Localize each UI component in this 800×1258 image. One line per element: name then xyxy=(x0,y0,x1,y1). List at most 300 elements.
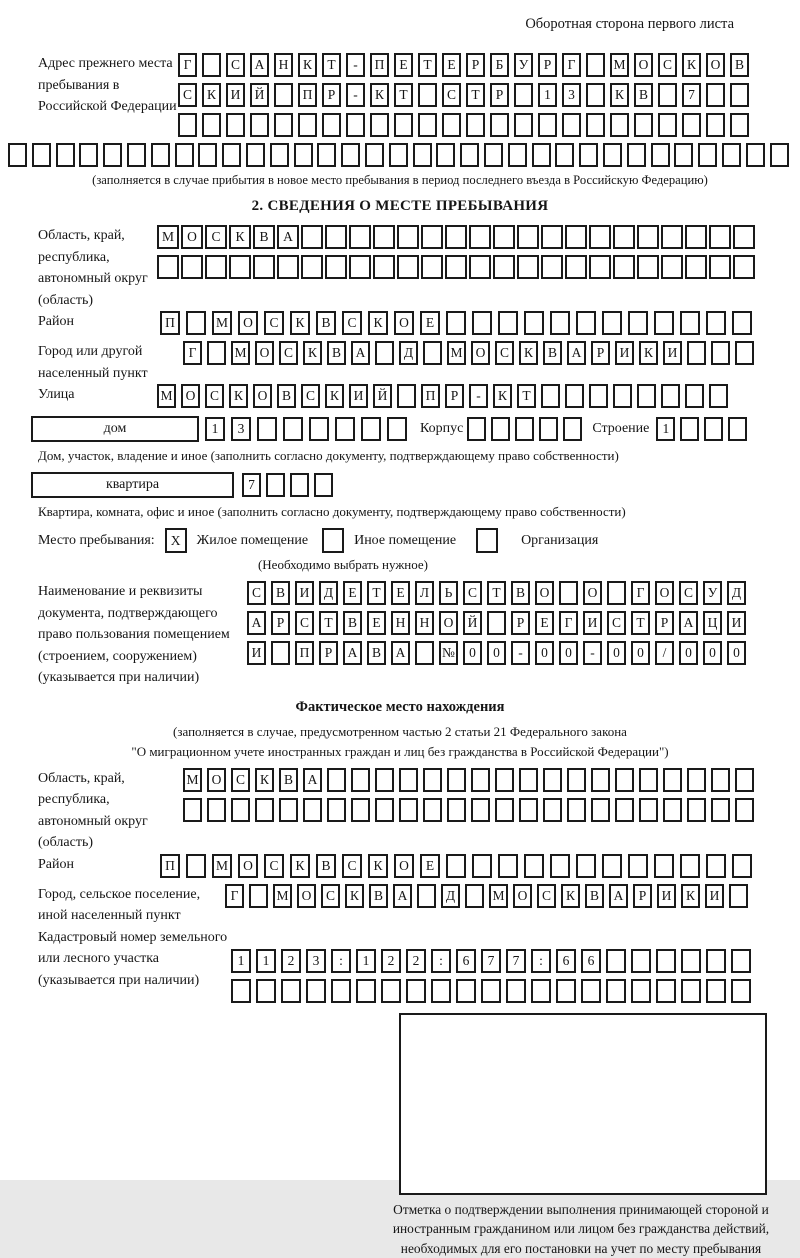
char-box[interactable] xyxy=(183,798,202,822)
char-box[interactable]: С xyxy=(279,341,298,365)
char-box[interactable]: Й xyxy=(250,83,269,107)
char-box[interactable]: 0 xyxy=(631,641,650,665)
char-box[interactable] xyxy=(541,225,563,249)
char-box[interactable] xyxy=(606,949,626,973)
char-box[interactable] xyxy=(317,143,336,167)
char-box[interactable] xyxy=(322,113,341,137)
char-box[interactable]: С xyxy=(342,311,362,335)
char-box[interactable] xyxy=(746,143,765,167)
char-box[interactable] xyxy=(674,143,693,167)
char-box[interactable] xyxy=(394,113,413,137)
char-box[interactable]: Б xyxy=(490,53,509,77)
char-box[interactable]: К xyxy=(255,768,274,792)
char-box[interactable] xyxy=(103,143,122,167)
char-box[interactable]: В xyxy=(543,341,562,365)
char-box[interactable]: Е xyxy=(420,311,440,335)
char-box[interactable]: А xyxy=(250,53,269,77)
char-box[interactable] xyxy=(175,143,194,167)
char-box[interactable] xyxy=(406,979,426,1003)
char-box[interactable]: 0 xyxy=(679,641,698,665)
char-box[interactable] xyxy=(460,143,479,167)
char-box[interactable] xyxy=(498,311,518,335)
char-box[interactable]: О xyxy=(207,768,226,792)
char-box[interactable] xyxy=(381,979,401,1003)
char-box[interactable] xyxy=(615,768,634,792)
char-box[interactable]: М xyxy=(273,884,292,908)
char-box[interactable]: А xyxy=(277,225,299,249)
char-box[interactable]: - xyxy=(469,384,488,408)
char-box[interactable]: Р xyxy=(591,341,610,365)
char-box[interactable]: В xyxy=(327,341,346,365)
char-box[interactable] xyxy=(550,854,570,878)
char-box[interactable] xyxy=(447,798,466,822)
char-box[interactable] xyxy=(231,798,250,822)
char-box[interactable]: 3 xyxy=(231,417,251,441)
char-box[interactable]: Р xyxy=(655,611,674,635)
char-box[interactable]: / xyxy=(655,641,674,665)
char-box[interactable] xyxy=(421,225,443,249)
char-box[interactable]: : xyxy=(431,949,451,973)
char-box[interactable] xyxy=(270,143,289,167)
char-box[interactable]: 3 xyxy=(306,949,326,973)
char-box[interactable] xyxy=(603,143,622,167)
char-box[interactable]: Т xyxy=(487,581,506,605)
char-box[interactable]: : xyxy=(531,949,551,973)
char-box[interactable]: И xyxy=(705,884,724,908)
char-box[interactable] xyxy=(281,979,301,1003)
char-box[interactable] xyxy=(471,798,490,822)
char-box[interactable] xyxy=(567,798,586,822)
char-box[interactable]: С xyxy=(178,83,197,107)
char-box[interactable] xyxy=(351,798,370,822)
char-box[interactable] xyxy=(375,768,394,792)
char-box[interactable] xyxy=(610,113,629,137)
char-box[interactable] xyxy=(442,113,461,137)
char-box[interactable] xyxy=(680,417,699,441)
char-box[interactable] xyxy=(733,225,755,249)
char-box[interactable] xyxy=(301,225,323,249)
char-box[interactable] xyxy=(591,768,610,792)
char-box[interactable] xyxy=(290,473,309,497)
char-box[interactable]: В xyxy=(511,581,530,605)
char-box[interactable]: О xyxy=(238,854,258,878)
char-box[interactable]: О xyxy=(394,854,414,878)
char-box[interactable] xyxy=(685,255,707,279)
char-box[interactable]: М xyxy=(212,854,232,878)
char-box[interactable]: С xyxy=(264,311,284,335)
char-box[interactable] xyxy=(706,113,725,137)
char-box[interactable] xyxy=(495,768,514,792)
char-box[interactable]: А xyxy=(679,611,698,635)
char-box[interactable] xyxy=(687,768,706,792)
char-box[interactable]: Н xyxy=(274,53,293,77)
char-box[interactable] xyxy=(226,113,245,137)
char-box[interactable]: М xyxy=(157,225,179,249)
char-box[interactable] xyxy=(562,113,581,137)
char-box[interactable] xyxy=(735,341,754,365)
char-box[interactable]: И xyxy=(583,611,602,635)
char-box[interactable]: Т xyxy=(517,384,536,408)
char-box[interactable] xyxy=(770,143,789,167)
char-box[interactable]: Т xyxy=(466,83,485,107)
char-box[interactable] xyxy=(472,311,492,335)
char-box[interactable] xyxy=(524,311,544,335)
char-box[interactable]: Е xyxy=(442,53,461,77)
char-box[interactable] xyxy=(613,255,635,279)
char-box[interactable] xyxy=(631,949,651,973)
char-box[interactable] xyxy=(706,83,725,107)
char-box[interactable] xyxy=(589,255,611,279)
char-box[interactable]: С xyxy=(342,854,362,878)
char-box[interactable] xyxy=(656,949,676,973)
char-box[interactable]: С xyxy=(247,581,266,605)
char-box[interactable]: О xyxy=(535,581,554,605)
char-box[interactable]: И xyxy=(247,641,266,665)
char-box[interactable] xyxy=(456,979,476,1003)
char-box[interactable] xyxy=(301,255,323,279)
char-box[interactable] xyxy=(559,581,578,605)
char-box[interactable] xyxy=(370,113,389,137)
char-box[interactable]: Е xyxy=(391,581,410,605)
char-box[interactable] xyxy=(680,311,700,335)
char-box[interactable]: О xyxy=(513,884,532,908)
checkbox-organization[interactable] xyxy=(476,528,498,553)
char-box[interactable] xyxy=(423,768,442,792)
char-box[interactable]: 1 xyxy=(656,417,675,441)
char-box[interactable] xyxy=(730,113,749,137)
char-box[interactable]: А xyxy=(609,884,628,908)
char-box[interactable]: 0 xyxy=(535,641,554,665)
char-box[interactable]: И xyxy=(295,581,314,605)
char-box[interactable] xyxy=(373,225,395,249)
char-box[interactable] xyxy=(576,311,596,335)
char-box[interactable]: В xyxy=(316,311,336,335)
char-box[interactable] xyxy=(303,798,322,822)
char-box[interactable]: Г xyxy=(559,611,578,635)
char-box[interactable] xyxy=(490,113,509,137)
char-box[interactable] xyxy=(637,225,659,249)
char-box[interactable]: 6 xyxy=(456,949,476,973)
char-box[interactable] xyxy=(250,113,269,137)
char-box[interactable] xyxy=(186,311,206,335)
char-box[interactable]: Д xyxy=(441,884,460,908)
char-box[interactable] xyxy=(631,979,651,1003)
char-box[interactable] xyxy=(731,979,751,1003)
char-box[interactable] xyxy=(495,798,514,822)
char-box[interactable] xyxy=(709,384,728,408)
char-box[interactable]: С xyxy=(607,611,626,635)
char-box[interactable]: О xyxy=(655,581,674,605)
char-box[interactable]: Р xyxy=(271,611,290,635)
char-box[interactable] xyxy=(351,768,370,792)
char-box[interactable]: 7 xyxy=(682,83,701,107)
char-box[interactable]: О xyxy=(255,341,274,365)
char-box[interactable] xyxy=(389,143,408,167)
char-box[interactable]: А xyxy=(343,641,362,665)
char-box[interactable] xyxy=(79,143,98,167)
char-box[interactable] xyxy=(373,255,395,279)
char-box[interactable]: С xyxy=(301,384,320,408)
char-box[interactable] xyxy=(294,143,313,167)
char-box[interactable]: 0 xyxy=(487,641,506,665)
char-box[interactable] xyxy=(556,979,576,1003)
char-box[interactable] xyxy=(436,143,455,167)
char-box[interactable]: С xyxy=(679,581,698,605)
char-box[interactable]: К xyxy=(303,341,322,365)
char-box[interactable]: К xyxy=(345,884,364,908)
char-box[interactable]: М xyxy=(231,341,250,365)
char-box[interactable] xyxy=(651,143,670,167)
char-box[interactable]: В xyxy=(343,611,362,635)
char-box[interactable] xyxy=(325,255,347,279)
char-box[interactable] xyxy=(266,473,285,497)
char-box[interactable] xyxy=(331,979,351,1003)
char-box[interactable] xyxy=(335,417,355,441)
char-box[interactable] xyxy=(706,949,726,973)
char-box[interactable]: К xyxy=(368,311,388,335)
char-box[interactable]: 0 xyxy=(727,641,746,665)
char-box[interactable]: С xyxy=(205,225,227,249)
char-box[interactable]: К xyxy=(325,384,344,408)
char-box[interactable] xyxy=(508,143,527,167)
char-box[interactable] xyxy=(637,255,659,279)
char-box[interactable]: С xyxy=(264,854,284,878)
char-box[interactable]: В xyxy=(253,225,275,249)
char-box[interactable] xyxy=(255,798,274,822)
char-box[interactable] xyxy=(306,979,326,1003)
char-box[interactable] xyxy=(706,311,726,335)
char-box[interactable]: О xyxy=(471,341,490,365)
char-box[interactable] xyxy=(472,854,492,878)
char-box[interactable]: 7 xyxy=(481,949,501,973)
char-box[interactable]: К xyxy=(610,83,629,107)
char-box[interactable]: О xyxy=(439,611,458,635)
char-box[interactable]: П xyxy=(421,384,440,408)
char-box[interactable]: Т xyxy=(394,83,413,107)
char-box[interactable]: Р xyxy=(633,884,652,908)
char-box[interactable]: - xyxy=(511,641,530,665)
char-box[interactable]: П xyxy=(160,311,180,335)
char-box[interactable] xyxy=(563,417,582,441)
char-box[interactable] xyxy=(365,143,384,167)
char-box[interactable]: Р xyxy=(322,83,341,107)
char-box[interactable]: В xyxy=(277,384,296,408)
char-box[interactable]: Р xyxy=(511,611,530,635)
char-box[interactable] xyxy=(731,949,751,973)
char-box[interactable]: Т xyxy=(631,611,650,635)
char-box[interactable] xyxy=(356,979,376,1003)
char-box[interactable] xyxy=(706,979,726,1003)
char-box[interactable]: Д xyxy=(319,581,338,605)
char-box[interactable] xyxy=(543,768,562,792)
char-box[interactable] xyxy=(579,143,598,167)
char-box[interactable]: С xyxy=(321,884,340,908)
char-box[interactable]: Е xyxy=(343,581,362,605)
char-box[interactable]: М xyxy=(183,768,202,792)
char-box[interactable]: 7 xyxy=(242,473,261,497)
char-box[interactable] xyxy=(541,255,563,279)
char-box[interactable]: Е xyxy=(535,611,554,635)
char-box[interactable] xyxy=(637,384,656,408)
char-box[interactable] xyxy=(711,768,730,792)
char-box[interactable]: М xyxy=(489,884,508,908)
char-box[interactable] xyxy=(387,417,407,441)
char-box[interactable] xyxy=(634,113,653,137)
char-box[interactable]: К xyxy=(368,854,388,878)
char-box[interactable] xyxy=(606,979,626,1003)
char-box[interactable] xyxy=(706,854,726,878)
char-box[interactable] xyxy=(256,979,276,1003)
char-box[interactable]: К xyxy=(682,53,701,77)
char-box[interactable]: 2 xyxy=(281,949,301,973)
char-box[interactable]: С xyxy=(463,581,482,605)
char-box[interactable] xyxy=(298,113,317,137)
char-box[interactable] xyxy=(722,143,741,167)
char-box[interactable] xyxy=(481,979,501,1003)
char-box[interactable] xyxy=(181,255,203,279)
char-box[interactable] xyxy=(709,225,731,249)
char-box[interactable] xyxy=(423,341,442,365)
char-box[interactable] xyxy=(283,417,303,441)
char-box[interactable] xyxy=(565,255,587,279)
char-box[interactable] xyxy=(654,854,674,878)
char-box[interactable] xyxy=(628,854,648,878)
char-box[interactable]: О xyxy=(253,384,272,408)
char-box[interactable] xyxy=(207,341,226,365)
char-box[interactable] xyxy=(32,143,51,167)
char-box[interactable]: И xyxy=(657,884,676,908)
char-box[interactable] xyxy=(514,113,533,137)
char-box[interactable]: К xyxy=(639,341,658,365)
char-box[interactable] xyxy=(279,798,298,822)
char-box[interactable]: П xyxy=(295,641,314,665)
char-box[interactable]: 1 xyxy=(256,949,276,973)
char-box[interactable]: У xyxy=(703,581,722,605)
char-box[interactable]: Г xyxy=(562,53,581,77)
char-box[interactable]: М xyxy=(447,341,466,365)
char-box[interactable]: Т xyxy=(319,611,338,635)
char-box[interactable] xyxy=(466,113,485,137)
char-box[interactable]: К xyxy=(561,884,580,908)
char-box[interactable] xyxy=(681,979,701,1003)
char-box[interactable]: 6 xyxy=(556,949,576,973)
char-box[interactable]: 2 xyxy=(381,949,401,973)
char-box[interactable] xyxy=(586,83,605,107)
char-box[interactable] xyxy=(487,611,506,635)
char-box[interactable] xyxy=(602,311,622,335)
char-box[interactable]: К xyxy=(493,384,512,408)
char-box[interactable]: 0 xyxy=(559,641,578,665)
char-box[interactable] xyxy=(735,798,754,822)
char-box[interactable] xyxy=(586,53,605,77)
char-box[interactable] xyxy=(567,768,586,792)
char-box[interactable]: И xyxy=(349,384,368,408)
char-box[interactable] xyxy=(469,225,491,249)
char-box[interactable]: 2 xyxy=(406,949,426,973)
char-box[interactable] xyxy=(685,384,704,408)
char-box[interactable]: С xyxy=(295,611,314,635)
char-box[interactable] xyxy=(661,255,683,279)
char-box[interactable] xyxy=(687,798,706,822)
char-box[interactable] xyxy=(698,143,717,167)
char-box[interactable]: О xyxy=(583,581,602,605)
char-box[interactable] xyxy=(732,311,752,335)
char-box[interactable]: П xyxy=(298,83,317,107)
char-box[interactable]: К xyxy=(370,83,389,107)
char-box[interactable]: 1 xyxy=(538,83,557,107)
char-box[interactable] xyxy=(531,979,551,1003)
char-box[interactable] xyxy=(581,979,601,1003)
char-box[interactable]: П xyxy=(370,53,389,77)
char-box[interactable]: Р xyxy=(319,641,338,665)
char-box[interactable]: Д xyxy=(727,581,746,605)
char-box[interactable]: К xyxy=(298,53,317,77)
char-box[interactable]: В xyxy=(585,884,604,908)
char-box[interactable] xyxy=(202,53,221,77)
char-box[interactable] xyxy=(417,884,436,908)
checkbox-residential[interactable]: X xyxy=(165,528,187,553)
char-box[interactable]: К xyxy=(681,884,700,908)
char-box[interactable]: С xyxy=(205,384,224,408)
char-box[interactable] xyxy=(207,798,226,822)
char-box[interactable]: П xyxy=(160,854,180,878)
char-box[interactable] xyxy=(729,884,748,908)
char-box[interactable]: Г xyxy=(183,341,202,365)
char-box[interactable]: Ц xyxy=(703,611,722,635)
char-box[interactable] xyxy=(325,225,347,249)
char-box[interactable] xyxy=(491,417,510,441)
char-box[interactable] xyxy=(56,143,75,167)
char-box[interactable] xyxy=(202,113,221,137)
char-box[interactable] xyxy=(423,798,442,822)
char-box[interactable] xyxy=(543,798,562,822)
char-box[interactable]: 1 xyxy=(205,417,225,441)
char-box[interactable]: : xyxy=(331,949,351,973)
char-box[interactable] xyxy=(654,311,674,335)
char-box[interactable] xyxy=(656,979,676,1003)
char-box[interactable]: № xyxy=(439,641,458,665)
char-box[interactable] xyxy=(418,113,437,137)
char-box[interactable] xyxy=(709,255,731,279)
char-box[interactable]: Н xyxy=(391,611,410,635)
char-box[interactable] xyxy=(541,384,560,408)
char-box[interactable]: 0 xyxy=(703,641,722,665)
char-box[interactable] xyxy=(397,225,419,249)
char-box[interactable]: В xyxy=(367,641,386,665)
char-box[interactable]: Й xyxy=(463,611,482,635)
char-box[interactable] xyxy=(517,225,539,249)
char-box[interactable]: С xyxy=(658,53,677,77)
char-box[interactable] xyxy=(341,143,360,167)
char-box[interactable]: А xyxy=(351,341,370,365)
char-box[interactable] xyxy=(361,417,381,441)
char-box[interactable] xyxy=(685,225,707,249)
char-box[interactable]: К xyxy=(229,225,251,249)
char-box[interactable] xyxy=(186,854,206,878)
char-box[interactable] xyxy=(613,384,632,408)
char-box[interactable] xyxy=(447,768,466,792)
char-box[interactable]: Р xyxy=(490,83,509,107)
char-box[interactable]: О xyxy=(181,384,200,408)
char-box[interactable] xyxy=(127,143,146,167)
char-box[interactable] xyxy=(399,798,418,822)
char-box[interactable] xyxy=(314,473,333,497)
char-box[interactable] xyxy=(421,255,443,279)
char-box[interactable] xyxy=(515,417,534,441)
char-box[interactable] xyxy=(253,255,275,279)
char-box[interactable] xyxy=(467,417,486,441)
char-box[interactable] xyxy=(178,113,197,137)
